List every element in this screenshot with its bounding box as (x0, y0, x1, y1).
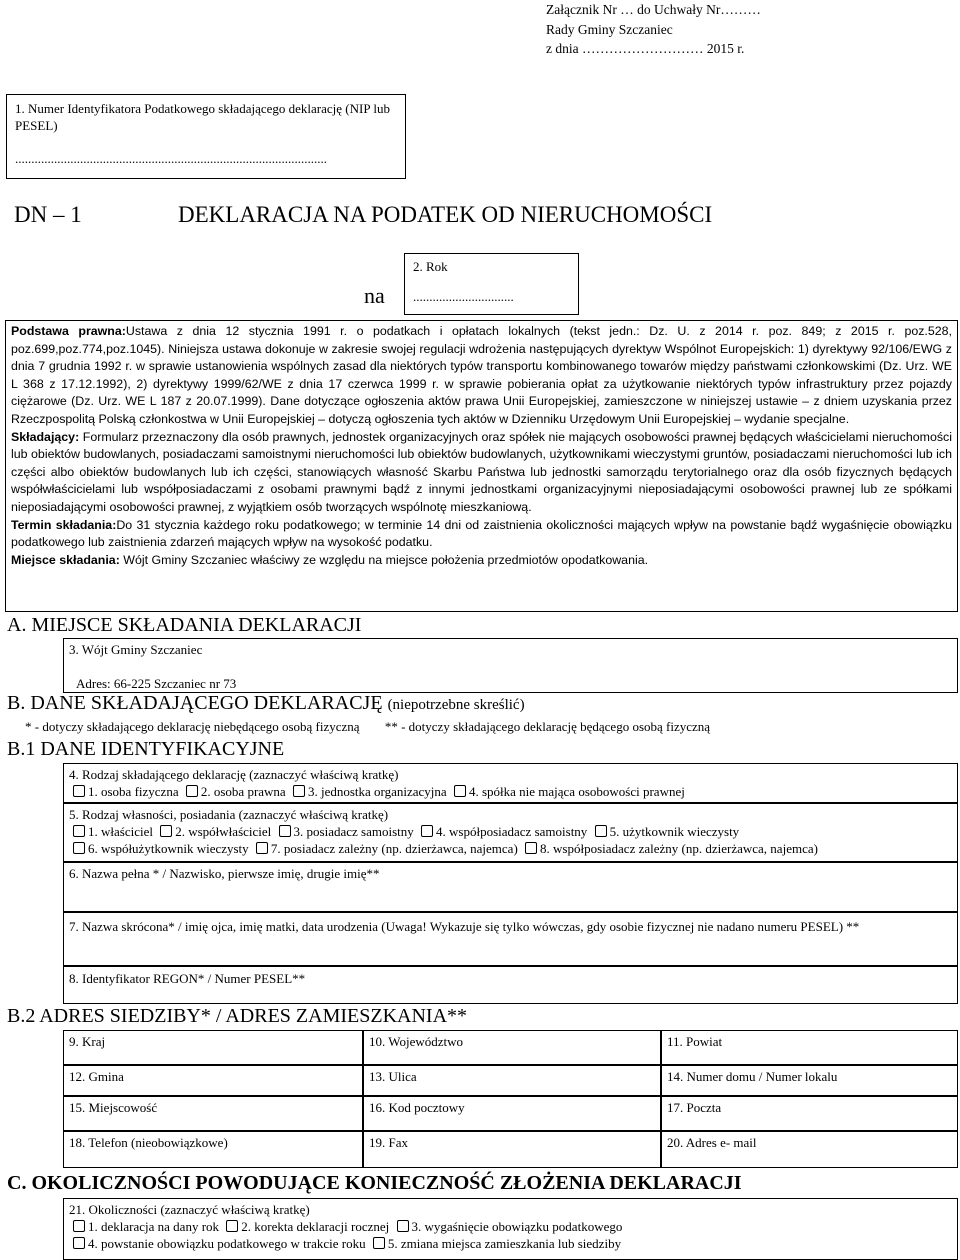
option-label: 1. deklaracja na dany rok (88, 1219, 220, 1234)
field-5-row-1 (69, 823, 952, 840)
option-label: 5. użytkownik wieczysty (609, 824, 740, 839)
field-7-label: 7. Nazwa skrócona* / imię ojca, imię matki, data urodzenia (Uwaga! Wykazuje się tylko wówczas, gdy osobie fizycznej nie nadano numeru PESEL) ** (69, 919, 860, 934)
na-label: na (364, 283, 385, 308)
option-label: 5. zmiana miejsca zamieszkania lub siedziby (387, 1236, 622, 1251)
checkbox-uzytkownik-wieczysty[interactable] (595, 825, 607, 837)
checkbox-osoba-fizyczna[interactable] (73, 785, 85, 797)
field-label: 11. Powiat (667, 1034, 723, 1049)
field-21-row-1 (69, 1218, 952, 1235)
checkbox-osoba-prawna[interactable] (186, 785, 198, 797)
checkbox-spolka[interactable] (454, 785, 466, 797)
field-21-label: 21. Okoliczności (zaznaczyć właściwą kratkę) (69, 1202, 310, 1217)
checkbox-jednostka-organizacyjna[interactable] (293, 785, 305, 797)
field-label: 18. Telefon (nieobowiązkowe) (69, 1135, 228, 1150)
field-7-short-name[interactable] (63, 912, 958, 966)
attachment-line-3: z dnia ……………………… 2015 r. (546, 41, 745, 56)
office-address: Adres: 66-225 Szczaniec nr 73 (76, 676, 237, 691)
basis-text: Ustawa z dnia 12 stycznia 1991 r. o podatkach i opłatach lokalnych (tekst jedn.: Dz. U. z 2014 r. poz. 849; z 2015 r. poz.528, poz.699,poz.774,poz.1045). Niniejsza ustawa dokonuje w zakresie swojej regulacji wdrożenia następujących dyrektyw Wspólnot Europejskich: 1) dyrektywy 92/106/EWG z dnia 7 grudnia 1992 r. w sprawie ustanowienia wspólnych zasad dla niektórych typów transportu kombinowanego towarów między państwami członkowskimi (Dz. Urz. WE L 368 z 17.12.1992), 2) dyrektywy 1999/62/WE z dnia 17 czerwca 1999 r. w sprawie pobierania opłat za użytkowanie niektórych typów infrastruktury przez pojazdy ciężarowe (Dz. Urz. WE L 187 z 20.07.1999). Dane dotyczące ogłoszenia aktów prawa Unii Europejskiej, zamieszczone w niniejszej ustawie – z dniem uzyskania przez Rzeczpospolitą Polską członkostwa w Unii Europejskiej – dotyczą ogłoszenia tych aktów w Dzienniku Urzędowym Unii Europejskiej – wydanie specjalne. (11, 324, 952, 426)
checkbox-zmiana-miejsca[interactable] (373, 1237, 385, 1249)
option-label: 1. właściciel (88, 824, 153, 839)
section-b-notes (25, 719, 732, 735)
option-label: 3. wygaśnięcie obowiązku podatkowego (411, 1219, 623, 1234)
field-label: 10. Województwo (369, 1034, 464, 1049)
field-label: 13. Ulica (369, 1069, 417, 1084)
note-legal-entity: * - dotyczy składającego deklarację niebędącego osobą fizyczną (25, 719, 360, 734)
section-b-title (7, 692, 525, 715)
form-title: DEKLARACJA NA PODATEK OD NIERUCHOMOŚCI (178, 202, 713, 227)
section-b-note: (niepotrzebne skreślić) (387, 697, 525, 713)
option-label: 4. współposiadacz samoistny (436, 824, 588, 839)
field-label: 15. Miejscowość (69, 1100, 158, 1115)
field-label: 20. Adres e- mail (667, 1135, 757, 1150)
option-label: 3. posiadacz samoistny (293, 824, 414, 839)
section-b2-title: B.2 ADRES SIEDZIBY* / ADRES ZAMIESZKANIA** (7, 1005, 468, 1027)
field-2-label: 2. Rok (413, 259, 448, 274)
field-19-fax[interactable] (363, 1131, 661, 1168)
field-8-label: 8. Identyfikator REGON* / Numer PESEL** (69, 971, 306, 986)
option-label: 4. spółka nie mająca osobowości prawnej (468, 784, 685, 799)
field-21-circumstances (63, 1198, 958, 1260)
field-4-options (69, 783, 952, 800)
field-label: 17. Poczta (667, 1100, 722, 1115)
option-label: 2. korekta deklaracji rocznej (241, 1219, 390, 1234)
checkbox-wygasniecie[interactable] (397, 1220, 409, 1232)
attachment-line-1: Załącznik Nr … do Uchwały Nr……… (546, 2, 761, 17)
field-18-phone[interactable] (63, 1131, 363, 1168)
field-4-label: 4. Rodzaj składającego deklarację (zaznaczyć właściwą kratkę) (69, 767, 399, 782)
note-natural-person: ** - dotyczy składającego deklarację będącego osobą fizyczną (384, 719, 711, 734)
checkbox-posiadacz-zalezny[interactable] (256, 842, 268, 854)
checkbox-posiadacz-samoistny[interactable] (279, 825, 291, 837)
field-12-commune[interactable] (63, 1065, 363, 1096)
option-label: 8. współposiadacz zależny (np. dzierżawca, najemca) (540, 841, 818, 856)
checkbox-powstanie[interactable] (73, 1237, 85, 1249)
field-21-row-2 (69, 1235, 952, 1252)
field-3-office (63, 638, 958, 693)
field-10-voivodeship[interactable] (363, 1030, 661, 1065)
field-6-full-name[interactable] (63, 862, 958, 912)
field-2-dots: ............................... (413, 289, 514, 304)
field-14-house-number[interactable] (661, 1065, 958, 1096)
option-label: 6. współużytkownik wieczysty (88, 841, 249, 856)
checkbox-wspolposiadacz-zalezny[interactable] (525, 842, 537, 854)
place-text: Wójt Gminy Szczaniec właściwy ze względu na miejsce położenia przedmiotów opodatkowania. (119, 552, 649, 567)
section-c-title: C. OKOLICZNOŚCI POWODUJĄCE KONIECZNOŚĆ ZŁOŻENIA DEKLARACJI (7, 1172, 742, 1194)
field-label: 16. Kod pocztowy (369, 1100, 465, 1115)
field-9-country[interactable] (63, 1030, 363, 1065)
place-label: Miejsce składania: (11, 552, 120, 567)
section-b-heading: B. DANE SKŁADAJĄCEGO DEKLARACJĘ (7, 692, 383, 714)
filer-label: Składający: (11, 429, 80, 444)
option-label: 1. osoba fizyczna (88, 784, 179, 799)
attachment-line-2: Rady Gminy Szczaniec (546, 21, 673, 37)
option-label: 2. współwłaściciel (175, 824, 272, 839)
field-4-filer-type (63, 763, 958, 803)
field-5-row-2 (69, 840, 952, 857)
checkbox-deklaracja-na-rok[interactable] (73, 1220, 85, 1232)
section-a-title: A. MIEJSCE SKŁADANIA DEKLARACJI (7, 614, 362, 636)
option-label: 2. osoba prawna (200, 784, 286, 799)
field-8-regon-pesel[interactable] (63, 966, 958, 1004)
checkbox-wspoluzytkownik[interactable] (73, 842, 85, 854)
checkbox-wlasciciel[interactable] (73, 825, 85, 837)
field-2-year[interactable] (404, 253, 579, 315)
field-11-county[interactable] (661, 1030, 958, 1065)
field-20-email[interactable] (661, 1131, 958, 1168)
field-3-label: 3. Wójt Gminy Szczaniec (69, 642, 203, 657)
checkbox-wspolwlasciciel[interactable] (160, 825, 172, 837)
field-5-label: 5. Rodzaj własności, posiadania (zaznaczyć właściwą kratkę) (69, 807, 389, 822)
checkbox-wspolposiadacz-samoistny[interactable] (421, 825, 433, 837)
attachment-header (546, 0, 761, 59)
option-label: 7. posiadacz zależny (np. dzierżawca, najemca) (270, 841, 518, 856)
field-1-label: 1. Numer Identyfikatora Podatkowego składającego deklarację (NIP lub PESEL) (15, 101, 390, 133)
field-5-ownership (63, 803, 958, 862)
field-6-label: 6. Nazwa pełna * / Nazwisko, pierwsze imię, drugie imię** (69, 866, 380, 881)
deadline-label: Termin składania: (11, 517, 117, 532)
field-label: 14. Numer domu / Numer lokalu (667, 1069, 838, 1084)
section-b1-title: B.1 DANE IDENTYFIKACYJNE (7, 738, 285, 760)
checkbox-korekta[interactable] (226, 1220, 238, 1232)
deadline-text: Do 31 stycznia każdego roku podatkowego; w terminie 14 dni od zaistnienia okoliczności mających wpływ na powstanie bądź wygaśnięcie obowiązku podatkowego lub zaistnienia zdarzeń mających wpływ na wysokość podatku. (11, 517, 953, 550)
field-13-street[interactable] (363, 1065, 661, 1096)
option-label: 3. jednostka organizacyjna (307, 784, 447, 799)
field-1-dots: ................................................................................................ (15, 151, 327, 166)
legal-basis-box (5, 320, 958, 612)
field-17-post-office[interactable] (661, 1096, 958, 1131)
field-label: 12. Gmina (69, 1069, 124, 1084)
form-code: DN – 1 (14, 202, 82, 227)
field-label: 19. Fax (369, 1135, 408, 1150)
option-label: 4. powstanie obowiązku podatkowego w trakcie roku (88, 1236, 366, 1251)
field-label: 9. Kraj (69, 1034, 106, 1049)
field-15-locality[interactable] (63, 1096, 363, 1131)
field-1-nip-pesel[interactable] (6, 94, 406, 179)
field-16-postal-code[interactable] (363, 1096, 661, 1131)
filer-text: Formularz przeznaczony dla osób prawnych, jednostek organizacyjnych oraz spółek nie mających osobowości prawnej będących właścicielami nieruchomości lub obiektów budowlanych, posiadaczami samoistnymi nieruchomości lub obiektów budowlanych, użytkownikami wieczystymi gruntów, posiadaczami nieruchomości lub ich części albo obiektów budowlanych lub ich części, stanowiących własność Skarbu Państwa lub jednostki samorządu terytorialnego oraz dla osób fizycznych będących współwłaścicielami lub współposiadaczami z osobami prawnymi bądź z innymi jednostkami organizacyjnymi nieposiadającymi osobowości prawnej lub ze spółkami nieposiadającymi osobowości prawnej, z wyjątkiem osób tworzących wspólnotę mieszkaniową. (11, 429, 952, 514)
basis-label: Podstawa prawna: (11, 324, 126, 338)
